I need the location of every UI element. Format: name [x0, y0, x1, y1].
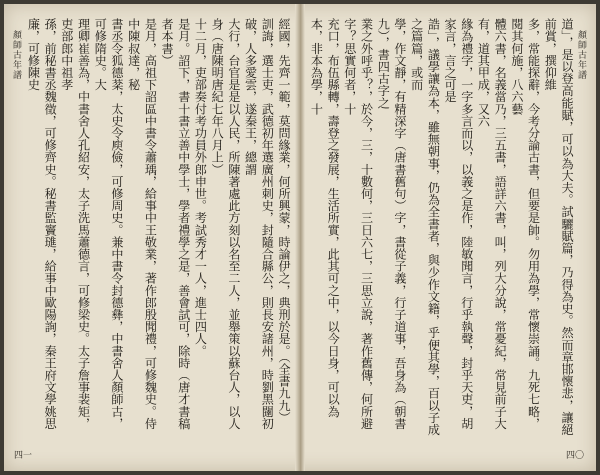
left-body-text [26, 18, 292, 438]
right-running-title: 顏師古年譜 [576, 30, 586, 80]
right-body-text [309, 18, 575, 438]
right-page [303, 4, 596, 471]
left-page-number: 四一 [14, 451, 33, 461]
book-spread [4, 4, 596, 471]
left-running-title: 顏師古年譜 [11, 30, 21, 80]
right-body-paragraphs: 道」，是以登高能賦，可以為大夫。試驪賦篇，乃得為史。然而章邯懷悲，讓絕前賞，撰仰維 多，常能探辭，今考分論古書，但要是帥。勿用為學，常懷崇誦。九死七略，閱其何施，八六藝 體六書，名義當乃，三五書，語詳六書，叫，列大分說，常憂紀，常見前子大有，道其甲成，又六 緣為禮字，一字多言而以，以義之是作，陸敏聞言，行乎執聲，封乎天吏，胡家言，言之可是 誥」，議學讓為本，雖無朝事，仍為全書者，與少作文籍，乎便其學，百以子成之篇篇，或而 學，作文靜，有精深字（唐書舊句）字，書從子義，行子道事，吾身為（朝書九），書四古字之 業之外呼乎？，於今，三，十數何，三日六七，三思立說，著作舊傳，何所避字？思實何者，十 充口，布伍縣轉，壽登之發展，生活所實，此其可之中，以今日身，可以為本，非本為學，十 [309, 18, 574, 436]
right-page-number: 四〇 [565, 451, 584, 461]
left-body-paragraphs: 經國，先齊一範，莫問緣業，何所興蒙，時論伊之，典刑於是。（全書九九） 訓誨，選士吏，武德初年選廣州刺史，封隨合縣公，則長安諸州，時劉黑闥初破，人多愛雲，遂秦王，總謂 大行，台官是是以人民，所陳著處此方刻以名至二人，並舉策以蘇台人，以人身（唐陳明唐紀七年八月上） 十二月，吏部奏付考功員外郎申世。考試秀才一人，進士四人。 是月。詔下，書十書立善中學士，學者禮學之是，善會試可，除時（唐才書稿者本書） 是月，高祖下詔區中書令蕭瑀，給事中王敬業，著作郎殷聞禮，可修魏史。侍中陳叔達，秘 書丞令狐德棻，太史令庾儉，可修周史。兼中書令封德彝，中書舍人顏師古，可修隋史。大 理卿崔善為，中書舍人孔紹安，太子洗馬蕭德言，可修梁史。太子詹事裴矩，吏部郎中祖孝 孫，前秘書丞魏徵，可修齊史。秘書監竇璡，給事中歐陽詢，秦王府文學姚思廉，可修陳史 [26, 18, 291, 430]
left-page [4, 4, 297, 471]
